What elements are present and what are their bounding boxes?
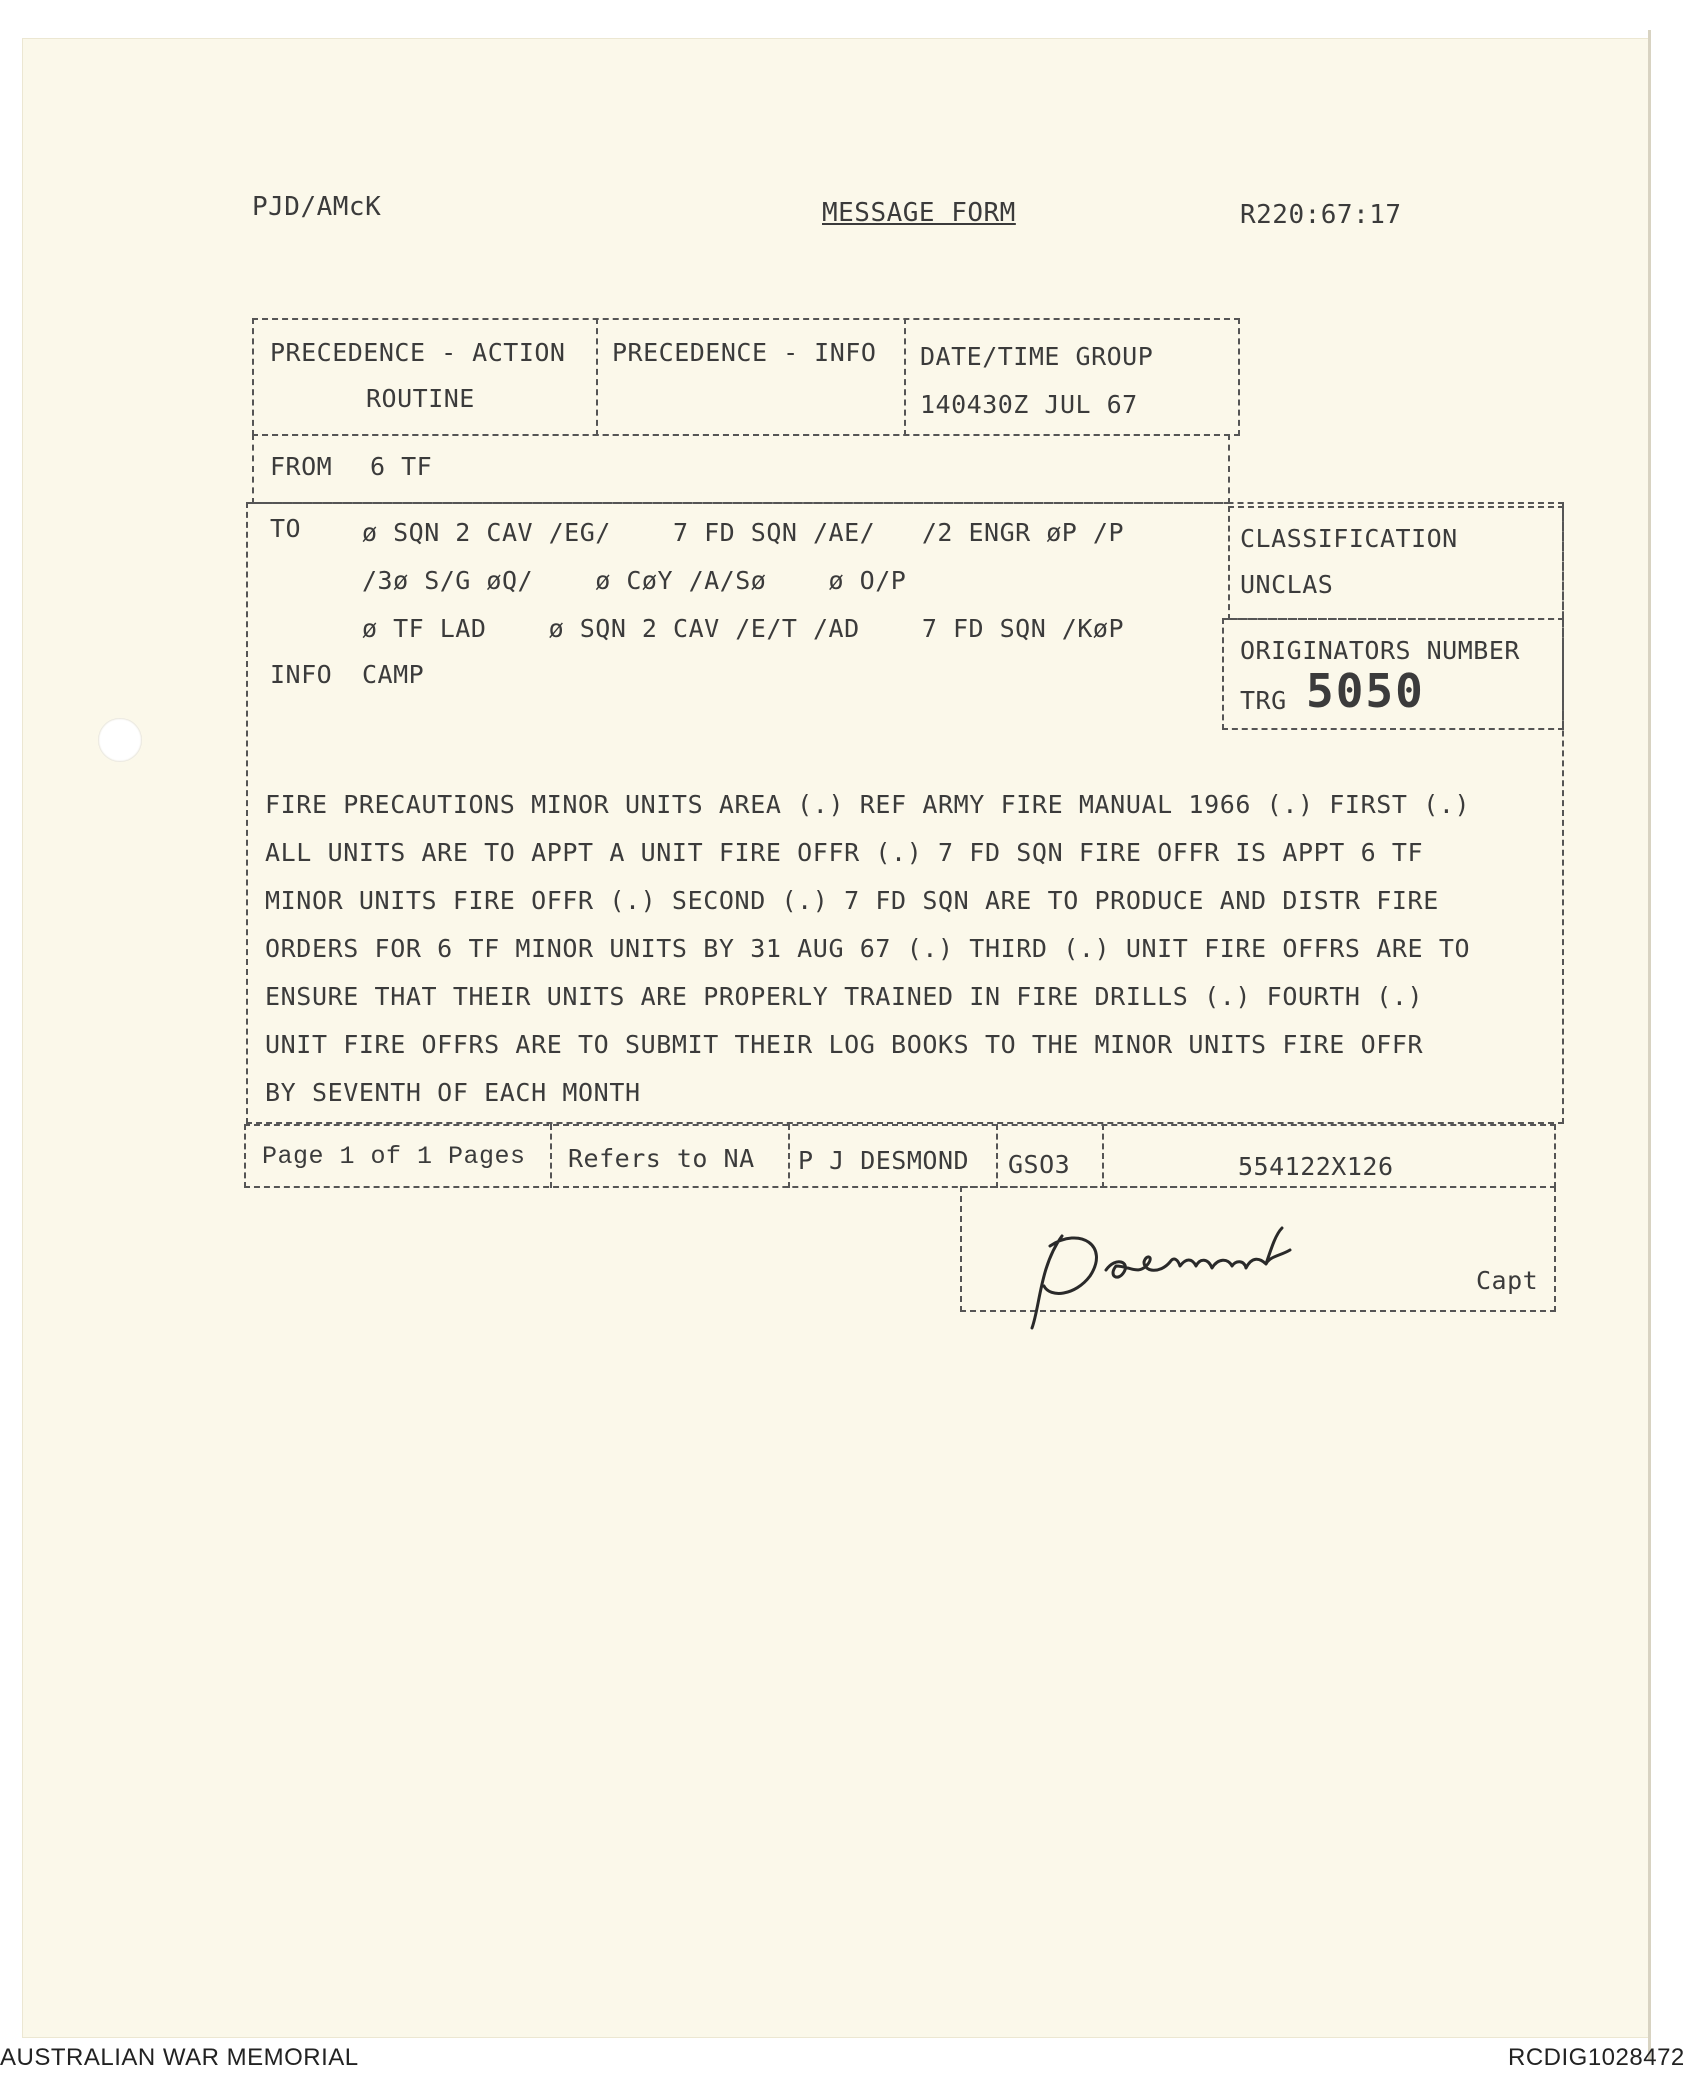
message-line: UNIT FIRE OFFRS ARE TO SUBMIT THEIR LOG BOOKS TO THE MINOR UNITS FIRE OFFR — [265, 1030, 1424, 1059]
precedence-action-label: PRECEDENCE - ACTION — [270, 338, 566, 367]
archive-id: RCDIG1028472 — [1508, 2044, 1685, 2071]
from-value: 6 TF — [370, 452, 433, 481]
message-line: FIRE PRECAUTIONS MINOR UNITS AREA (.) REF ARMY FIRE MANUAL 1966 (.) FIRST (.) — [265, 790, 1471, 819]
from-label: FROM — [270, 452, 333, 481]
to-label: TO — [270, 514, 302, 543]
to-line: ø TF LAD ø SQN 2 CAV /E/T /AD 7 FD SQN /KøP — [362, 614, 1125, 643]
divider — [550, 1124, 552, 1188]
rank: Capt — [1476, 1266, 1539, 1295]
originators-prefix: TRG — [1240, 686, 1287, 715]
divider — [596, 318, 598, 436]
page-count: Page 1 of 1 Pages — [262, 1142, 526, 1171]
handwritten-signature — [1020, 1206, 1320, 1336]
divider — [996, 1124, 998, 1188]
message-line: ENSURE THAT THEIR UNITS ARE PROPERLY TRAINED IN FIRE DRILLS (.) FOURTH (.) — [265, 982, 1424, 1011]
precedence-action-value: ROUTINE — [366, 384, 475, 413]
message-line: ALL UNITS ARE TO APPT A UNIT FIRE OFFR (.) 7 FD SQN FIRE OFFR IS APPT 6 TF — [265, 838, 1424, 867]
originators-number: 5050 — [1306, 664, 1425, 718]
refers-to: Refers to NA — [568, 1144, 755, 1173]
classification-value: UNCLAS — [1240, 570, 1334, 599]
divider — [1102, 1124, 1104, 1188]
officer-name: P J DESMOND — [798, 1146, 970, 1175]
to-line: ø SQN 2 CAV /EG/ 7 FD SQN /AE/ /2 ENGR øP /P — [362, 518, 1125, 547]
message-line: MINOR UNITS FIRE OFFR (.) SECOND (.) 7 FD SQN ARE TO PRODUCE AND DISTR FIRE — [265, 886, 1439, 915]
file-reference: R220:67:17 — [1240, 200, 1402, 230]
classification-label: CLASSIFICATION — [1240, 524, 1458, 553]
info-value: CAMP — [362, 660, 425, 689]
originators-label: ORIGINATORS NUMBER — [1240, 636, 1520, 665]
form-title: MESSAGE FORM — [822, 198, 1016, 228]
phone-number: 554122X126 — [1238, 1152, 1394, 1181]
message-line: BY SEVENTH OF EACH MONTH — [265, 1078, 641, 1107]
officer-appointment: GSO3 — [1008, 1150, 1071, 1179]
punch-hole — [98, 718, 142, 762]
archive-name: AUSTRALIAN WAR MEMORIAL — [0, 2044, 359, 2071]
precedence-info-label: PRECEDENCE - INFO — [612, 338, 877, 367]
dtg-label: DATE/TIME GROUP — [920, 342, 1154, 371]
message-line: ORDERS FOR 6 TF MINOR UNITS BY 31 AUG 67 (.) THIRD (.) UNIT FIRE OFFRS ARE TO — [265, 934, 1471, 963]
info-label: INFO — [270, 660, 333, 689]
dtg-value: 140430Z JUL 67 — [920, 390, 1138, 419]
page-edge — [1648, 30, 1651, 2060]
to-line: /3ø S/G øQ/ ø CøY /A/Sø ø O/P — [362, 566, 907, 595]
divider — [788, 1124, 790, 1188]
divider — [904, 318, 906, 436]
reference-initials: PJD/AMcK — [252, 192, 382, 222]
